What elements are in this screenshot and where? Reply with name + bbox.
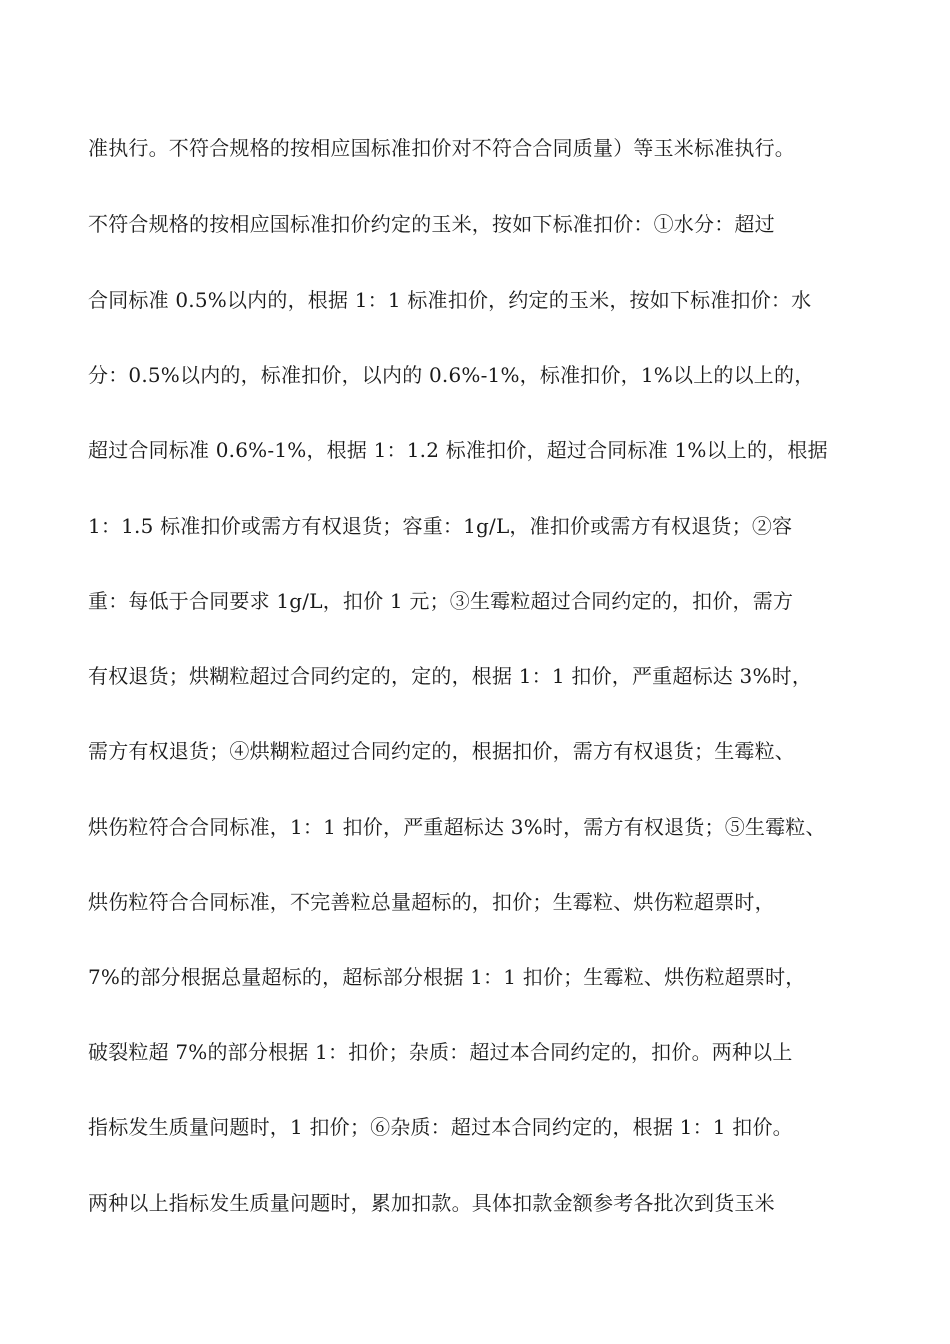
- text-line: 两种以上指标发生质量问题时，累加扣款。具体扣款金额参考各批次到货玉米: [88, 1191, 775, 1215]
- text-line: 分：0.5%以内的，标准扣价，以内的 0.6%-1%，标准扣价，1%以上的以上的，: [88, 363, 815, 387]
- text-line: 合同标准 0.5%以内的，根据 1：1 标准扣价，约定的玉米，按如下标准扣价：水: [88, 288, 812, 312]
- text-line: 破裂粒超 7%的部分根据 1：扣价；杂质：超过本合同约定的，扣价。两种以上: [88, 1040, 793, 1064]
- text-line: 准执行。不符合规格的按相应国标准扣价对不符合合同质量）等玉米标准执行。: [88, 136, 795, 160]
- text-line: 烘伤粒符合合同标准，不完善粒总量超标的，扣价；生霉粒、烘伤粒超票时，: [88, 890, 775, 914]
- text-line: 7%的部分根据总量超标的，超标部分根据 1：1 扣价；生霉粒、烘伤粒超票时，: [88, 965, 806, 989]
- text-line: 烘伤粒符合合同标准，1：1 扣价，严重超标达 3%时，需方有权退货；⑤生霉粒、: [88, 815, 826, 839]
- text-line: 指标发生质量问题时，1 扣价；⑥杂质：超过本合同约定的，根据 1：1 扣价。: [88, 1115, 793, 1139]
- text-line: 不符合规格的按相应国标准扣价约定的玉米，按如下标准扣价：①水分：超过: [88, 212, 775, 236]
- text-line: 有权退货；烘糊粒超过合同约定的，定的，根据 1：1 扣价，严重超标达 3%时，: [88, 664, 813, 688]
- text-line: 需方有权退货；④烘糊粒超过合同约定的，根据扣价，需方有权退货；生霉粒、: [88, 739, 795, 763]
- text-line: 超过合同标准 0.6%-1%，根据 1：1.2 标准扣价，超过合同标准 1%以上的，根据: [88, 438, 828, 462]
- text-line: 1：1.5 标准扣价或需方有权退货；容重：1g/L，准扣价或需方有权退货；②容: [88, 514, 793, 538]
- text-line: 重：每低于合同要求 1g/L，扣价 1 元；③生霉粒超过合同约定的，扣价，需方: [88, 589, 794, 613]
